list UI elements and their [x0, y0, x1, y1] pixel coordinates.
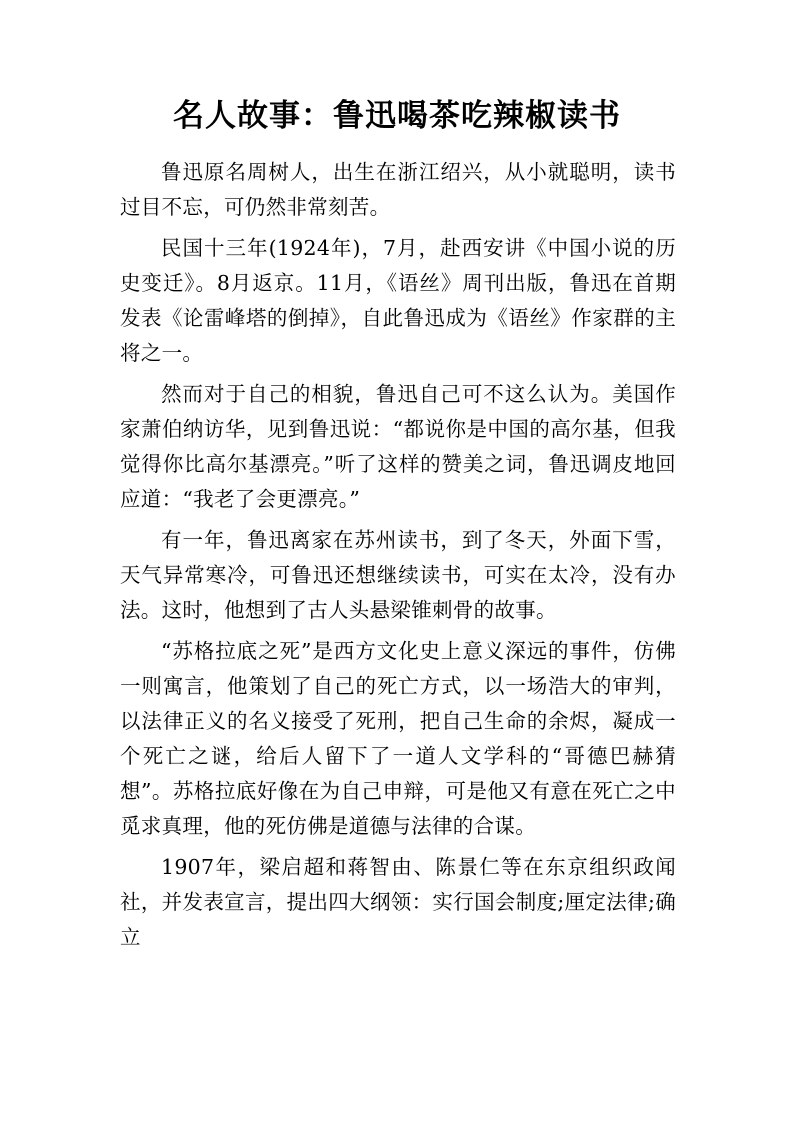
- document-body: [120, 155, 676, 961]
- paragraph-intro: 鲁迅原名周树人，出生在浙江绍兴，从小就聪明，读书过目不忘，可仍然非常刻苦。: [120, 160, 676, 219]
- document-title: 名人故事：鲁迅喝茶吃辣椒读书: [173, 98, 621, 134]
- paragraph-socrates: “苏格拉底之死”是西方文化史上意义深远的事件，仿佛一则寓言，他策划了自己的死亡方式，以一场浩大的审判，以法律正义的名义接受了死刑，把自己生命的余烬，凝成一个死亡之谜，给后人留下了一道人文学科的“哥德巴赫猜想”。苏格拉底好像在为自己申辩，可是他又有意在死亡之中觅求真理，他的死仿佛是道德与法律的合谋。: [120, 639, 676, 838]
- paragraph-1907: 1907年，梁启超和蒋智由、陈景仁等在东京组织政闻社，并发表宣言，提出四大纲领：实行国会制度;厘定法律;确立: [120, 855, 676, 949]
- paragraph-winter: 有一年，鲁迅离家在苏州读书，到了冬天，外面下雪，天气异常寒冷，可鲁迅还想继续读书，可实在太冷，没有办法。这时，他想到了古人头悬梁锥刺骨的故事。: [120, 528, 676, 622]
- paragraph-1924: 民国十三年(1924年)，7月，赴西安讲《中国小说的历史变迁》。8月返京。11月，《语丝》周刊出版，鲁迅在首期发表《论雷峰塔的倒掉》，自此鲁迅成为《语丝》作家群的主将之一。: [120, 236, 676, 365]
- paragraph-appearance: 然而对于自己的相貌，鲁迅自己可不这么认为。美国作家萧伯纳访华，见到鲁迅说：“都说你是中国的高尔基，但我觉得你比高尔基漂亮。”听了这样的赞美之词，鲁迅调皮地回应道：“我老了会更漂亮。”: [120, 382, 676, 511]
